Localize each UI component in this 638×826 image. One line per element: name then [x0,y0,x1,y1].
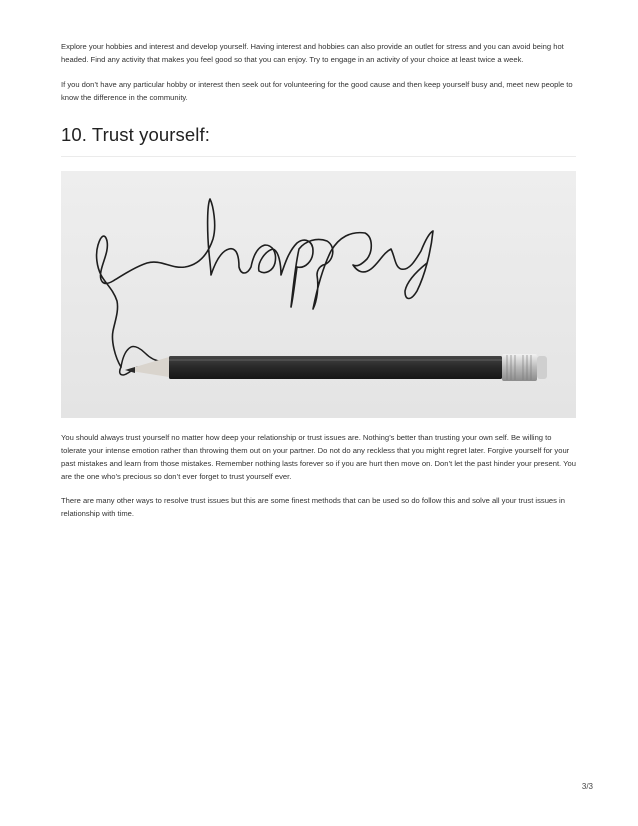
document-page [61,40,576,520]
image-background [61,171,576,418]
happy-pencil-illustration [61,171,576,418]
paragraph-hobbies: Explore your hobbies and interest and develop yourself. Having interest and hobbies can also provide an outlet for stress and you can avoid being hot headed. Find any activity that makes you feel good so that you can enjoy. Try to engage in an activity of your choice at least twice a week. [61,42,564,64]
pencil-eraser [537,356,547,379]
happy-pencil-image [61,171,576,418]
page-number: 3/3 [581,782,593,791]
heading-divider [61,156,576,157]
section-heading: 10. Trust yourself: [61,124,210,145]
paragraph-trust: You should always trust yourself no matter how deep your relationship or trust issues are. Nothing’s better than trusting your own self. Be willing to tolerate your intense emotion rather than throwing them out on your partner. Do not do any reckless that you might regret later. Forgive yourself for your past mistakes and learn from those mistakes. Remember nothing lasts forever so if you are hurt then move on. Don’t let the past hinder your present. You are the one who’s precious so don’t ever forget to trust yourself ever. [61,433,576,481]
paragraph-volunteering: If you don’t have any particular hobby or interest then seek out for volunteering for the good cause and then keep yourself busy and, meet new people to know the difference in the community. [61,80,573,102]
paragraph-other-ways: There are many other ways to resolve trust issues but this are some finest methods that can be used so do follow this and solve all your trust issues in relationship with time. [61,496,565,518]
pencil [125,354,547,381]
